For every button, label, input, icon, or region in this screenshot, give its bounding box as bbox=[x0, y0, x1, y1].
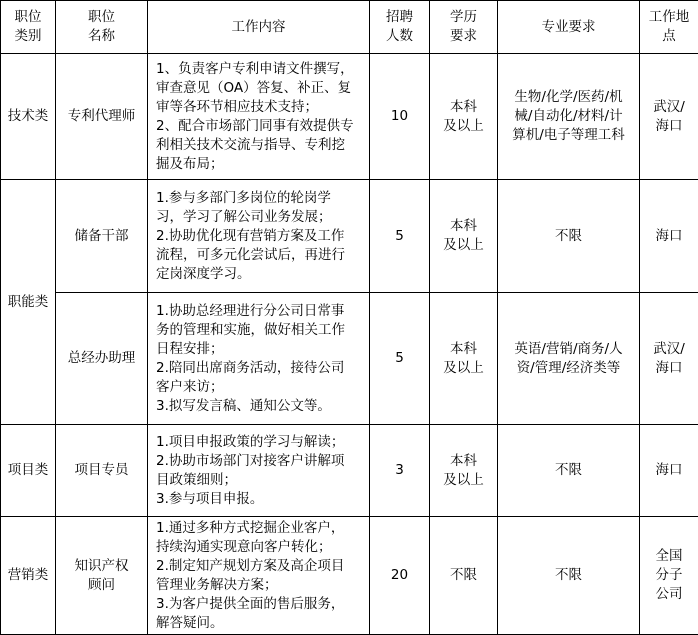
header-category bbox=[1, 1, 56, 54]
title-cell bbox=[56, 180, 148, 293]
location-line: 海口 bbox=[655, 359, 683, 376]
content-line: 解答疑问。 bbox=[156, 614, 224, 631]
content-line: 3.为客户提供全面的售后服务， bbox=[156, 595, 345, 612]
degree-cell bbox=[430, 54, 498, 180]
content-cell bbox=[148, 180, 370, 293]
major-cell bbox=[498, 54, 640, 180]
content-line: 习，学习了解公司业务发展； bbox=[156, 208, 332, 225]
table-row bbox=[1, 293, 698, 425]
header-category-line: 类别 bbox=[14, 28, 42, 44]
content-line: 持续沟通实现意向客户转化； bbox=[156, 538, 332, 555]
location-line: 海口 bbox=[655, 462, 683, 478]
degree-cell bbox=[430, 180, 498, 293]
content-line: 务的管理和实施，做好相关工作 bbox=[156, 321, 345, 338]
header-title-line: 职位 bbox=[88, 9, 115, 25]
title-line: 专利代理师 bbox=[67, 108, 136, 124]
major-cell bbox=[498, 293, 640, 425]
content-line: 1.参与多部门多岗位的轮岗学 bbox=[156, 189, 331, 206]
major-line: 不限 bbox=[555, 462, 582, 478]
major-line: 英语/营销/商务/人 bbox=[514, 340, 623, 357]
header-category-line: 职位 bbox=[14, 9, 42, 25]
table-row bbox=[1, 517, 698, 635]
location-cell bbox=[640, 54, 698, 180]
content-line: 2.协助优化现有营销方案及工作 bbox=[156, 227, 345, 244]
category-cell: 项目类 bbox=[1, 425, 56, 517]
content-line: 1.项目申报政策的学习与解读； bbox=[156, 433, 345, 450]
location-cell bbox=[640, 517, 698, 635]
content-line: 1、负责客户专利申请文件撰写， bbox=[156, 60, 354, 77]
location-cell bbox=[640, 293, 698, 425]
content-line: 掘及布局； bbox=[156, 155, 224, 172]
header-content: 工作内容 bbox=[148, 1, 370, 54]
degree-cell bbox=[430, 425, 498, 517]
content-line: 3.参与项目申报。 bbox=[156, 490, 264, 507]
content-line: 管理业务解决方案； bbox=[156, 576, 278, 593]
location-line: 武汉/ bbox=[653, 340, 685, 357]
title-line: 项目专员 bbox=[74, 462, 129, 478]
degree-line: 本科 bbox=[450, 340, 477, 357]
location-cell bbox=[640, 425, 698, 517]
degree-line: 本科 bbox=[450, 452, 477, 469]
degree-line: 本科 bbox=[450, 218, 477, 234]
title-cell bbox=[56, 293, 148, 425]
major-line: 械/自动化/材料/计 bbox=[514, 108, 623, 124]
content-line: 利相关技术交流与指导、专利挖 bbox=[156, 136, 345, 153]
major-line: 资/管理/经济类等 bbox=[516, 359, 621, 376]
location-cell bbox=[640, 180, 698, 293]
content-line: 2.陪同出席商务活动，接待公司 bbox=[156, 359, 345, 376]
count-cell: 20 bbox=[370, 517, 430, 635]
location-line: 海口 bbox=[655, 227, 683, 244]
content-cell bbox=[148, 517, 370, 635]
content-cell bbox=[148, 54, 370, 180]
degree-line: 本科 bbox=[450, 98, 477, 115]
degree-line: 及以上 bbox=[443, 359, 484, 376]
count-cell: 5 bbox=[370, 293, 430, 425]
count-cell: 5 bbox=[370, 180, 430, 293]
content-line: 定岗深度学习。 bbox=[156, 265, 251, 282]
major-line: 生物/化学/医药/机 bbox=[514, 89, 623, 105]
header-location-line: 工作地 bbox=[648, 9, 690, 25]
degree-cell bbox=[430, 517, 498, 635]
title-cell bbox=[56, 425, 148, 517]
content-line: 2.制定知产规划方案及高企项目 bbox=[156, 557, 345, 574]
header-location-line: 点 bbox=[662, 28, 676, 44]
header-degree bbox=[430, 1, 498, 54]
category-cell: 职能类 bbox=[1, 180, 56, 425]
title-cell bbox=[56, 517, 148, 635]
major-line: 不限 bbox=[555, 567, 582, 583]
table-row bbox=[1, 54, 698, 180]
content-line: 日程安排； bbox=[156, 340, 224, 357]
header-count bbox=[370, 1, 430, 54]
category-cell: 营销类 bbox=[1, 517, 56, 635]
table-row bbox=[1, 180, 698, 293]
major-cell bbox=[498, 425, 640, 517]
title-line: 顾问 bbox=[88, 576, 115, 593]
content-line: 流程，可多元化尝试后，再进行 bbox=[156, 246, 345, 263]
content-line: 1.协助总经理进行分公司日常事 bbox=[156, 302, 345, 319]
content-line: 客户来访； bbox=[156, 378, 224, 395]
content-line: 审查意见（OA）答复、补正、复 bbox=[156, 79, 352, 96]
content-line: 审等各环节相应技术支持； bbox=[156, 98, 318, 115]
header-degree-line: 学历 bbox=[450, 9, 477, 25]
major-line: 不限 bbox=[555, 227, 582, 244]
major-cell bbox=[498, 180, 640, 293]
location-line: 公司 bbox=[655, 586, 683, 602]
major-line: 算机/电子等理工科 bbox=[512, 127, 625, 143]
content-line: 3.拟写发言稿、通知公文等。 bbox=[156, 397, 331, 414]
degree-line: 及以上 bbox=[443, 471, 484, 488]
degree-line: 不限 bbox=[450, 567, 477, 583]
content-line: 目政策细则； bbox=[156, 471, 237, 488]
location-line: 分子 bbox=[655, 567, 683, 583]
content-cell bbox=[148, 425, 370, 517]
degree-line: 及以上 bbox=[443, 117, 484, 134]
count-cell: 10 bbox=[370, 54, 430, 180]
header-row bbox=[1, 1, 698, 54]
header-title bbox=[56, 1, 148, 54]
category-cell: 技术类 bbox=[1, 54, 56, 180]
title-line: 知识产权 bbox=[74, 557, 129, 574]
header-major: 专业要求 bbox=[498, 1, 640, 54]
major-cell bbox=[498, 517, 640, 635]
degree-cell bbox=[430, 293, 498, 425]
content-cell bbox=[148, 293, 370, 425]
location-line: 武汉/ bbox=[653, 98, 685, 115]
header-title-line: 名称 bbox=[88, 28, 115, 44]
title-line: 总经办助理 bbox=[67, 350, 136, 366]
location-line: 海口 bbox=[655, 117, 683, 134]
header-count-line: 人数 bbox=[386, 28, 413, 44]
content-line: 2、配合市场部门同事有效提供专 bbox=[156, 117, 354, 134]
title-cell bbox=[56, 54, 148, 180]
degree-line: 及以上 bbox=[443, 237, 484, 253]
content-line: 1.通过多种方式挖掘企业客户， bbox=[156, 519, 345, 536]
header-degree-line: 要求 bbox=[450, 28, 477, 44]
count-cell: 3 bbox=[370, 425, 430, 517]
title-line: 储备干部 bbox=[74, 227, 129, 244]
location-line: 全国 bbox=[655, 548, 683, 564]
content-line: 2.协助市场部门对接客户讲解项 bbox=[156, 452, 345, 469]
table-row bbox=[1, 425, 698, 517]
header-count-line: 招聘 bbox=[386, 9, 413, 25]
header-location bbox=[640, 1, 698, 54]
